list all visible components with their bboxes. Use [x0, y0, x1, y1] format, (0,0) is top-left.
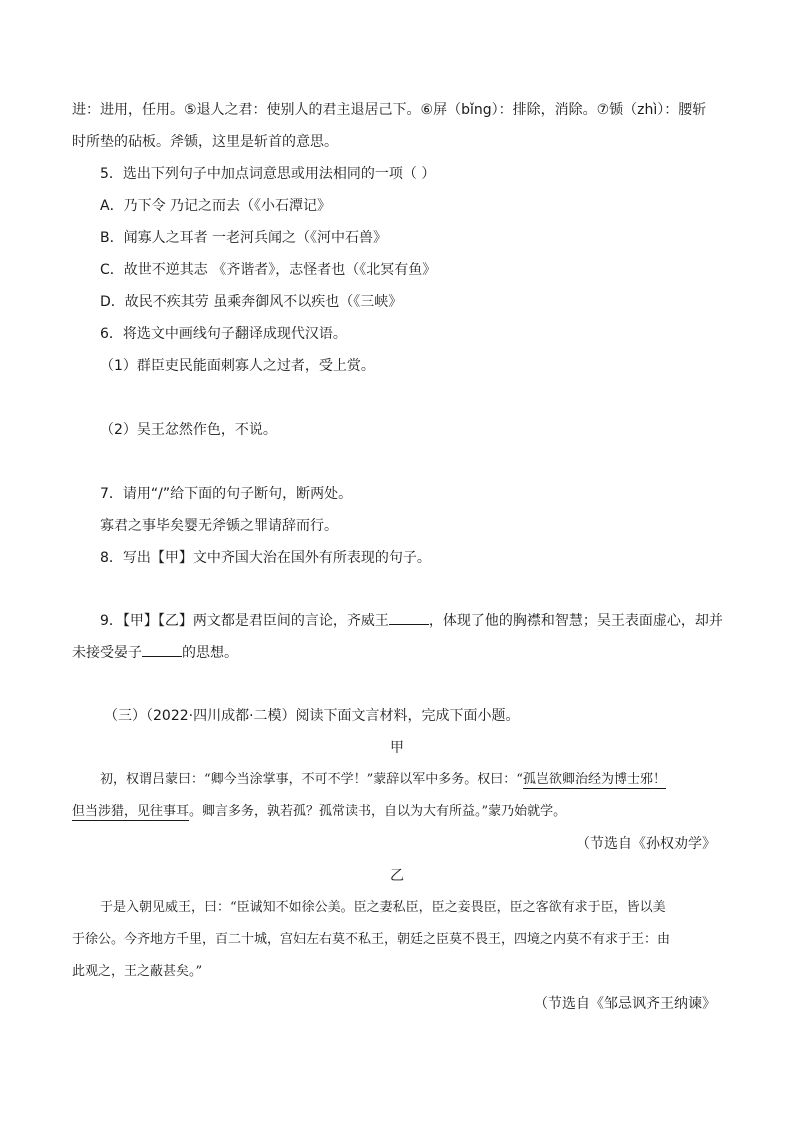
passage-yi-source: （节选自《邹忌讽齐王纳谏》: [534, 996, 716, 1012]
question-5-option-c: C．故世不逆其志 《齐谐者》，志怪者也（《北冥有鱼》: [100, 262, 437, 278]
question-6-sentence-1: （1）群臣吏民能面刺寡人之过者，受上赏。: [100, 358, 375, 374]
question-9-line-2: [72, 642, 238, 663]
passage-jia-title: 甲: [390, 740, 404, 756]
passage-jia-source: （节选自《孙权劝学》: [576, 836, 716, 852]
answer-blank-1[interactable]: [389, 610, 429, 625]
question-5-option-d: D．故民不疾其劳 虽乘奔御风不以疾也（《三峡》: [100, 294, 403, 310]
question-6-stem: 6．将选文中画线句子翻译成现代汉语。: [100, 326, 347, 342]
passage-yi-line-1: 于是入朝见威王，曰：“臣诚知不如徐公美。臣之妻私臣，臣之妾畏臣，臣之客欲有求于臣，皆以美: [100, 900, 666, 915]
question-9-line-1: [100, 610, 723, 631]
question-7-sentence: 寡君之事毕矣婴无斧锧之罪请辞而行。: [100, 518, 338, 534]
passage-jia-line-2: 但当涉猎，见往事耳。卿言多务，孰若孤？孤常读书，自以为大有所益。”蒙乃始就学。: [72, 804, 567, 819]
question-5-option-a: A．乃下令 乃记之而去（《小石潭记》: [100, 198, 332, 214]
section-3-intro: （三）（2022·四川成都·二模）阅读下面文言材料，完成下面小题。: [104, 708, 520, 724]
question-6-sentence-2: （2）吴王忿然作色，不说。: [100, 422, 277, 438]
question-5-option-b: B．闻寡人之耳者 一老河兵闻之（《河中石兽》: [100, 230, 388, 246]
underlined-sentence: 孤岂欲卿治经为博士邪！: [522, 772, 666, 787]
question-9-text-a: 9．【甲】【乙】两文都是君臣间的言论，齐威王: [100, 613, 389, 629]
passage-jia-line-1: 初，权谓吕蒙曰：“卿今当涂掌事，不可不学！”蒙辞以军中多务。权曰：“孤岂欲卿治经为博士邪！: [100, 772, 666, 787]
note-line-2: 时所垫的砧板。斧锧，这里是斩首的意思。: [72, 134, 338, 150]
question-9-text-d: 的思想。: [182, 645, 238, 661]
question-9-text-c: 未接受晏子: [72, 645, 142, 661]
question-9-text-b: ，体现了他的胸襟和智慧；吴王表面虚心，却并: [428, 613, 723, 629]
question-8-stem: 8．写出【甲】文中齐国大治在国外有所表现的句子。: [100, 550, 431, 566]
question-7-stem: 7．请用“/”给下面的句子断句，断两处。: [100, 486, 353, 502]
answer-blank-2[interactable]: [142, 642, 182, 657]
passage-yi-title: 乙: [390, 868, 404, 884]
question-5-stem: 5．选出下列句子中加点词意思或用法相同的一项（ ）: [100, 166, 436, 182]
note-line-1: 进：进用，任用。⑤退人之君：使别人的君主退居己下。⑥屏（bǐng）：排除，消除。⑦锧（zhì）：腰斩: [72, 102, 707, 118]
passage-yi-line-3: 此观之，王之蔽甚矣。”: [72, 964, 203, 979]
passage-yi-line-2: 于徐公。今齐地方千里，百二十城，宫妇左右莫不私王，朝廷之臣莫不畏王，四境之内莫不有求于王：由: [72, 932, 671, 947]
underlined-sentence-cont: 但当涉猎，见往事耳: [72, 804, 190, 819]
